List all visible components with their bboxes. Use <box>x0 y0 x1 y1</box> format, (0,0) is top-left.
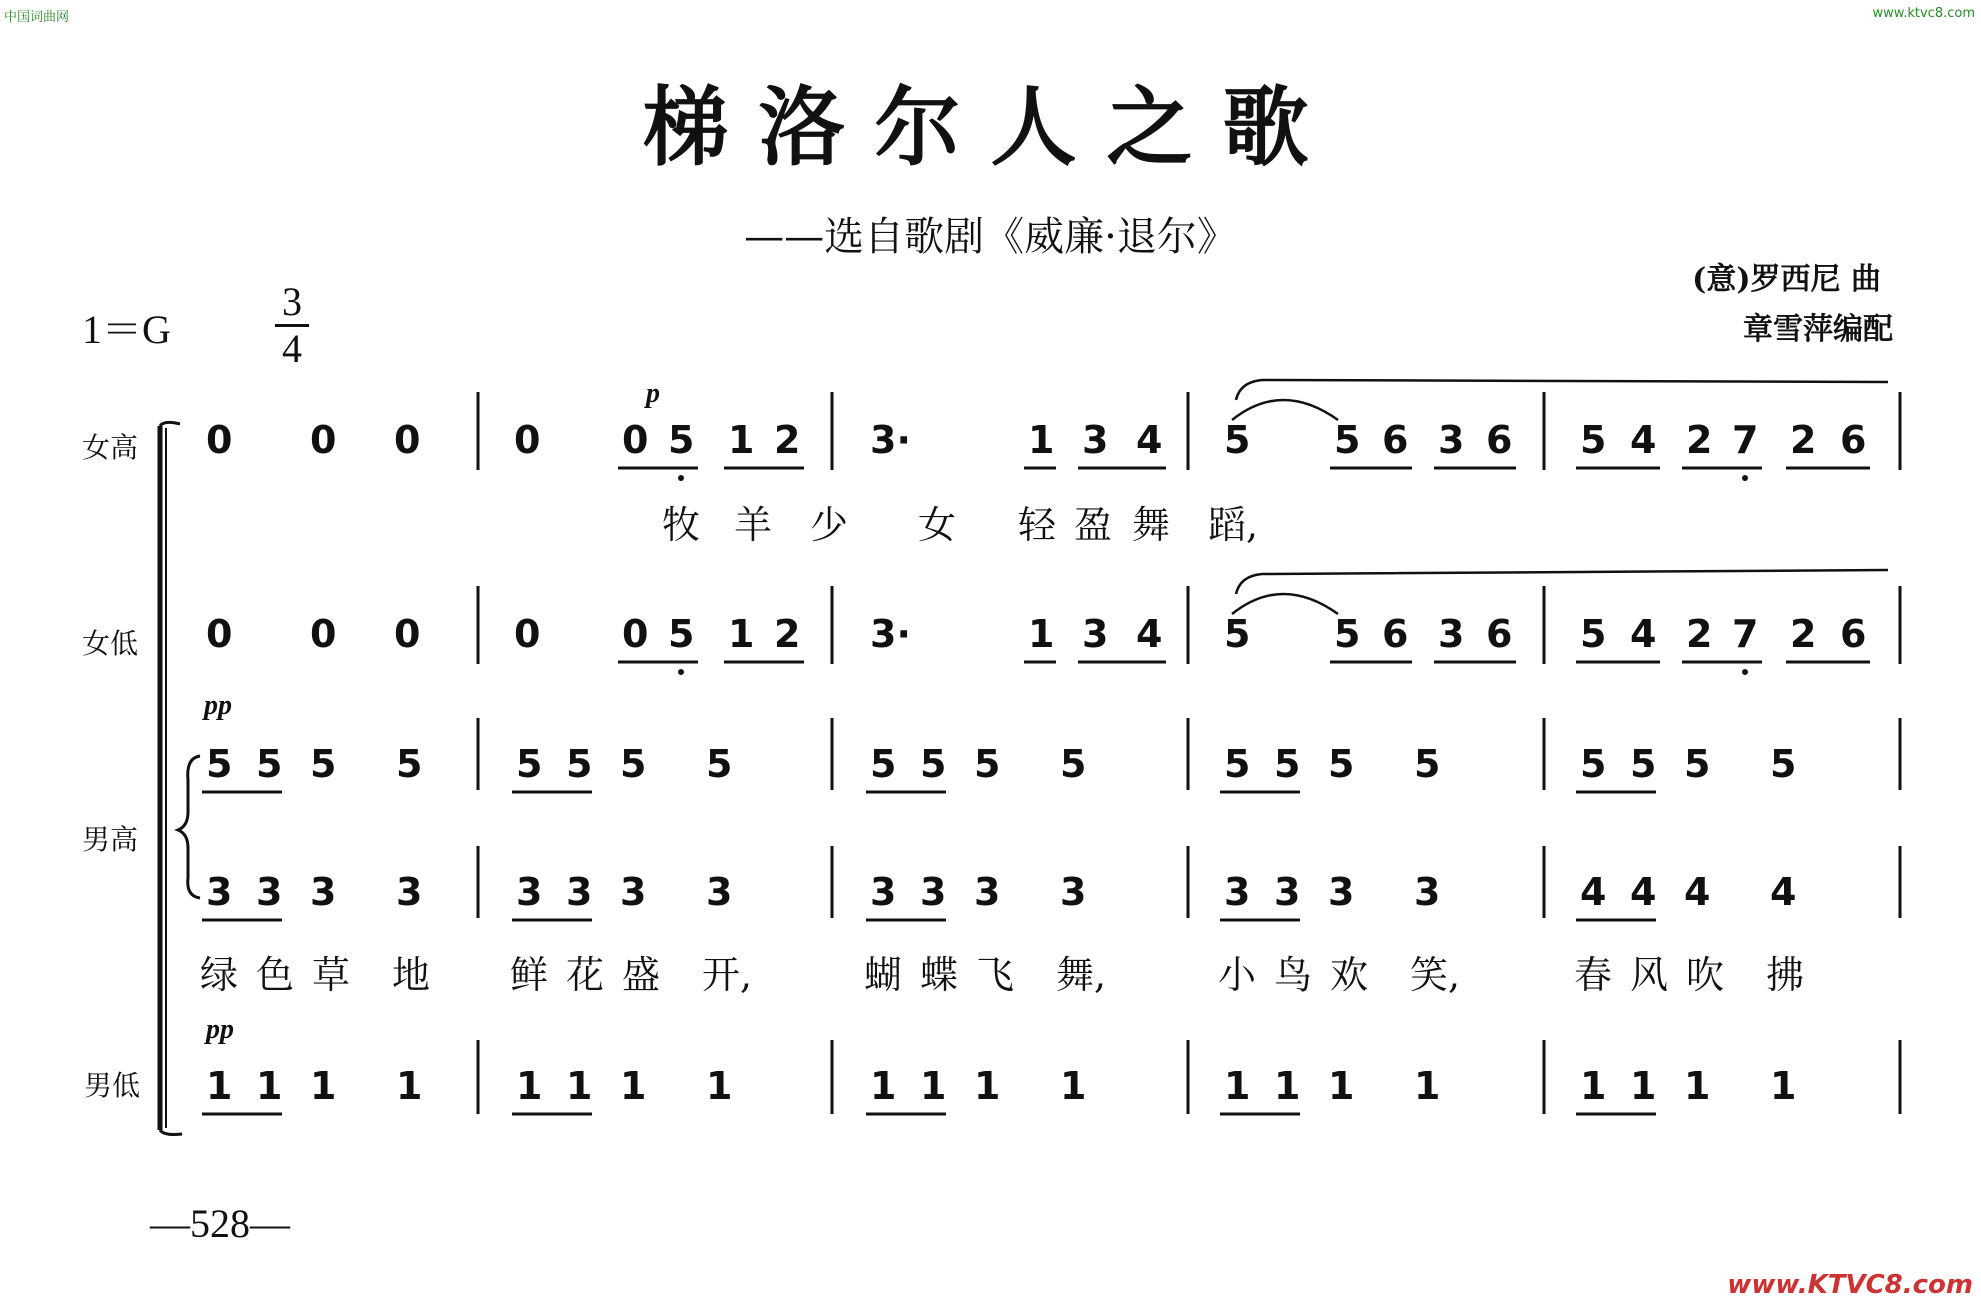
soprano-note: 1 <box>1028 418 1055 462</box>
bass-note: 1 <box>516 1064 543 1108</box>
song-subtitle: ——选自歌剧《威廉·退尔》 <box>744 214 1237 260</box>
low-octave-dot <box>1742 475 1748 481</box>
bass-note: 1 <box>920 1064 947 1108</box>
tenor-lower-note: 3 <box>974 870 1001 914</box>
tenor-lyric: 色 <box>256 953 295 997</box>
tenor-lyric: 草 <box>312 953 351 997</box>
tenor-upper-note: 5 <box>1580 742 1607 786</box>
page-number: —528— <box>150 1201 290 1246</box>
soprano-note: 5 <box>668 418 695 462</box>
tenor-lower-note: 4 <box>1684 870 1711 914</box>
alto-note: 0 <box>394 612 421 656</box>
soprano-note: 2 <box>1686 418 1713 462</box>
alto-note: 0 <box>310 612 337 656</box>
soprano-note: 2 <box>1790 418 1817 462</box>
soprano-note: 2 <box>774 418 801 462</box>
soprano-note: 0 <box>514 418 541 462</box>
tenor-lower-note: 3 <box>256 870 283 914</box>
tenor-upper-note: 5 <box>974 742 1001 786</box>
tenor-lyric: 飞 <box>976 953 1015 997</box>
tenor-lyric: 绿 <box>200 953 239 997</box>
alto-note: 3 <box>1082 612 1109 656</box>
alto-note: 2 <box>1686 612 1713 656</box>
bass-note: 1 <box>1684 1064 1711 1108</box>
soprano-note: 6 <box>1486 418 1513 462</box>
tenor-lower-note: 3 <box>1224 870 1251 914</box>
tenor-lyric: 吹 <box>1686 953 1725 997</box>
tenor-lower-note: 3 <box>920 870 947 914</box>
tenor-upper-note: 5 <box>396 742 423 786</box>
soprano-note: 1 <box>728 418 755 462</box>
bass-note: 1 <box>1414 1064 1441 1108</box>
bass-note: 1 <box>1224 1064 1251 1108</box>
alto-note: 2 <box>774 612 801 656</box>
voice-label-alto: 女低 <box>82 627 139 660</box>
slur-alto <box>1232 594 1338 614</box>
bass-note: 1 <box>706 1064 733 1108</box>
tenor-upper-note: 5 <box>870 742 897 786</box>
tenor-lower-note: 3 <box>310 870 337 914</box>
watermark-top-left: 中国词曲网 <box>4 10 70 25</box>
low-octave-dot <box>678 669 684 675</box>
tenor-upper-note: 5 <box>1414 742 1441 786</box>
bass-note: 1 <box>1060 1064 1087 1108</box>
tenor-lower-note: 4 <box>1770 870 1797 914</box>
alto-note: 4 <box>1136 612 1163 656</box>
soprano-note: 7 <box>1732 418 1759 462</box>
voice-label-tenor: 男高 <box>82 823 139 856</box>
song-title: 梯洛尔人之歌 <box>642 77 1339 178</box>
soprano-lyric: 牧 <box>662 503 701 547</box>
soprano-note: 3 <box>1438 418 1465 462</box>
tenor-lower-note: 3 <box>620 870 647 914</box>
tenor-lower-note: 3 <box>1060 870 1087 914</box>
bass-note: 1 <box>566 1064 593 1108</box>
alto-note: 2 <box>1790 612 1817 656</box>
watermark-bottom-right: www.KTVC8.com <box>1727 1270 1973 1300</box>
composer-credit: (意)罗西尼 曲 <box>1692 262 1881 297</box>
tenor-upper-note: 5 <box>566 742 593 786</box>
soprano-note: 4 <box>1136 418 1163 462</box>
tenor-lyric: 地 <box>392 953 431 997</box>
tenor-lyric: 拂 <box>1766 953 1805 997</box>
tenor-lyric: 盛 <box>622 953 661 997</box>
tenor-upper-note: 5 <box>1274 742 1301 786</box>
low-octave-dot <box>1742 669 1748 675</box>
tenor-lyric: 鸟 <box>1274 953 1313 997</box>
soprano-lyric: 女 <box>918 503 957 547</box>
tenor-lower-note: 3 <box>206 870 233 914</box>
bass-note: 1 <box>1630 1064 1657 1108</box>
dynamic-bass: pp <box>206 1014 234 1045</box>
tenor-lower-note: 3 <box>1274 870 1301 914</box>
tenor-lyric: 风 <box>1630 953 1669 997</box>
alto-note: 7 <box>1732 612 1759 656</box>
bass-note: 1 <box>1328 1064 1355 1108</box>
soprano-lyric: 盈 <box>1074 503 1113 547</box>
tenor-lower-note: 3 <box>1328 870 1355 914</box>
tenor-upper-note: 5 <box>1684 742 1711 786</box>
alto-note: 5 <box>668 612 695 656</box>
voice-label-soprano: 女高 <box>82 431 139 464</box>
soprano-note: 6 <box>1840 418 1867 462</box>
tenor-lower-note: 3 <box>706 870 733 914</box>
tenor-upper-note: 5 <box>310 742 337 786</box>
alto-note: 5 <box>1334 612 1361 656</box>
tenor-lower-note: 4 <box>1630 870 1657 914</box>
bass-note: 1 <box>206 1064 233 1108</box>
bass-note: 1 <box>256 1064 283 1108</box>
alto-note: 1 <box>728 612 755 656</box>
bass-note: 1 <box>310 1064 337 1108</box>
tenor-lyric: 笑, <box>1410 953 1461 997</box>
arranger-credit: 章雪萍编配 <box>1743 312 1893 347</box>
tenor-lyric: 花 <box>566 953 605 997</box>
soprano-note: 0 <box>394 418 421 462</box>
tenor-lyric: 小 <box>1218 953 1257 997</box>
alto-note: 6 <box>1486 612 1513 656</box>
alto-note: 6 <box>1840 612 1867 656</box>
alto-note: 0 <box>622 612 649 656</box>
phrase-line-alto <box>1236 570 1888 594</box>
bass-note: 1 <box>870 1064 897 1108</box>
time-signature-top: 3 <box>282 279 302 324</box>
bass-note: 1 <box>974 1064 1001 1108</box>
soprano-note: 3 <box>1082 418 1109 462</box>
tenor-lyric: 舞, <box>1056 953 1107 997</box>
tenor-upper-note: 5 <box>1328 742 1355 786</box>
alto-note: 3· <box>870 612 911 656</box>
tenor-upper-note: 5 <box>1224 742 1251 786</box>
bass-note: 1 <box>1770 1064 1797 1108</box>
soprano-lyric: 少 <box>810 503 849 547</box>
alto-note: 3 <box>1438 612 1465 656</box>
tenor-upper-note: 5 <box>620 742 647 786</box>
tenor-lyric: 蝶 <box>920 953 959 997</box>
voice-label-bass: 男低 <box>84 1069 141 1102</box>
tenor-brace <box>178 756 200 898</box>
soprano-note: 0 <box>310 418 337 462</box>
soprano-note: 0 <box>206 418 233 462</box>
tenor-upper-note: 5 <box>1060 742 1087 786</box>
tenor-upper-note: 5 <box>1770 742 1797 786</box>
tenor-upper-note: 5 <box>1630 742 1657 786</box>
tenor-lyric: 开, <box>702 953 753 997</box>
alto-note: 5 <box>1580 612 1607 656</box>
tenor-upper-note: 5 <box>516 742 543 786</box>
alto-note: 5 <box>1224 612 1251 656</box>
key-signature: 1＝G <box>82 307 171 352</box>
soprano-note: 5 <box>1334 418 1361 462</box>
tenor-lyric: 欢 <box>1330 953 1369 997</box>
alto-note: 6 <box>1382 612 1409 656</box>
soprano-lyric: 轻 <box>1018 503 1057 547</box>
system-bracket-top-curl <box>160 422 180 426</box>
soprano-lyric: 羊 <box>734 503 773 547</box>
slur-soprano <box>1232 400 1338 420</box>
tenor-lower-note: 3 <box>396 870 423 914</box>
watermark-top-right: www.ktvc8.com <box>1872 6 1975 21</box>
soprano-note: 3· <box>870 418 911 462</box>
dynamic-soprano: p <box>646 378 660 409</box>
system-bracket-bottom-curl <box>160 1130 182 1135</box>
alto-note: 0 <box>514 612 541 656</box>
tenor-upper-note: 5 <box>920 742 947 786</box>
tenor-lyric: 春 <box>1574 953 1613 997</box>
soprano-note: 6 <box>1382 418 1409 462</box>
alto-note: 0 <box>206 612 233 656</box>
alto-note: 4 <box>1630 612 1657 656</box>
dynamic-tenor: pp <box>204 690 232 721</box>
tenor-lower-note: 3 <box>516 870 543 914</box>
tenor-lower-note: 4 <box>1580 870 1607 914</box>
low-octave-dot <box>678 475 684 481</box>
alto-note: 1 <box>1028 612 1055 656</box>
bass-note: 1 <box>620 1064 647 1108</box>
soprano-note: 4 <box>1630 418 1657 462</box>
bass-note: 1 <box>1274 1064 1301 1108</box>
tenor-lyric: 蝴 <box>864 953 903 997</box>
tenor-lower-note: 3 <box>870 870 897 914</box>
soprano-lyric: 蹈, <box>1208 503 1259 547</box>
tenor-upper-note: 5 <box>256 742 283 786</box>
tenor-lower-note: 3 <box>1414 870 1441 914</box>
bass-note: 1 <box>396 1064 423 1108</box>
tenor-lower-note: 3 <box>566 870 593 914</box>
time-signature-bottom: 4 <box>282 326 302 371</box>
soprano-note: 5 <box>1580 418 1607 462</box>
tenor-lyric: 鲜 <box>510 953 549 997</box>
soprano-note: 5 <box>1224 418 1251 462</box>
tenor-upper-note: 5 <box>706 742 733 786</box>
phrase-line-soprano <box>1236 380 1888 400</box>
soprano-lyric: 舞 <box>1132 503 1171 547</box>
bass-note: 1 <box>1580 1064 1607 1108</box>
tenor-upper-note: 5 <box>206 742 233 786</box>
soprano-note: 0 <box>622 418 649 462</box>
